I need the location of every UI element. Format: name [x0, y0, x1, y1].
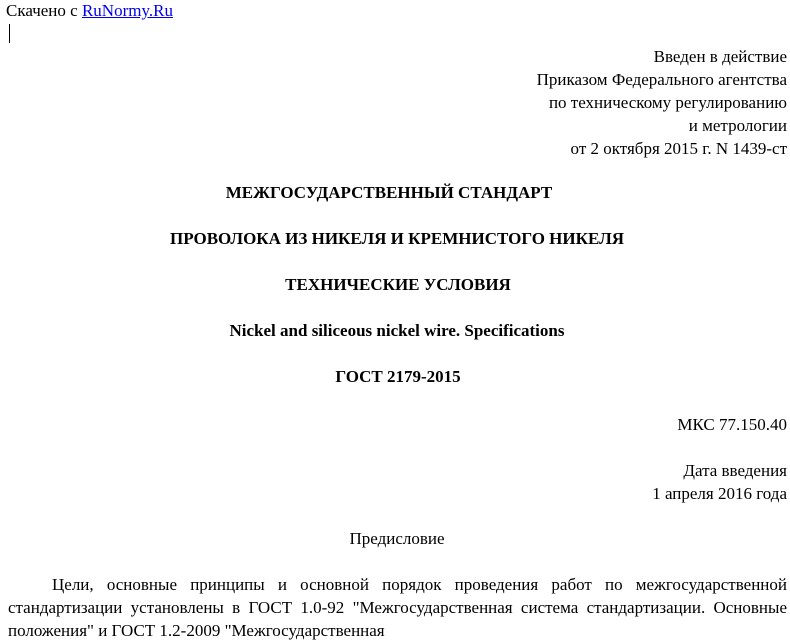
foreword-heading: Предисловие: [349, 529, 445, 548]
gost-code: ГОСТ 2179-2015: [335, 367, 461, 386]
mks-code: МКС 77.150.40: [677, 415, 787, 434]
text-cursor: [9, 24, 10, 43]
runormy-link[interactable]: RuNormy.Ru: [81, 1, 173, 20]
enactment-line: Введен в действие: [653, 47, 787, 66]
intro-date-value: 1 апреля 2016 года: [652, 484, 787, 503]
intro-date-block: [652, 459, 787, 505]
enactment-line: Приказом Федерального агентства: [536, 70, 787, 89]
source-prefix: Скачено с: [6, 1, 78, 20]
source-line: [6, 1, 173, 21]
enactment-block: [537, 45, 787, 160]
enactment-line: от 2 октября 2015 г. N 1439-ст: [570, 139, 787, 158]
document-title: ПРОВОЛОКА ИЗ НИКЕЛЯ И КРЕМНИСТОГО НИКЕЛЯ: [169, 229, 625, 248]
enactment-line: и метрологии: [688, 116, 787, 135]
document-subtitle: ТЕХНИЧЕСКИЕ УСЛОВИЯ: [285, 275, 511, 294]
english-title: Nickel and siliceous nickel wire. Specifications: [229, 321, 565, 340]
foreword-paragraph: Цели, основные принципы и основной порядок проведения работ по межгосударственной стандартизации установлены в ГОСТ 1.0-92 "Межгосударственная система стандартизации. Основные положения" и ГОСТ 1.2-2009 "Межгосударственная: [8, 575, 787, 640]
intro-date-label: Дата введения: [683, 461, 787, 480]
enactment-line: по техническому регулированию: [548, 93, 787, 112]
standard-type-heading: МЕЖГОСУДАРСТВЕННЫЙ СТАНДАРТ: [225, 183, 553, 202]
